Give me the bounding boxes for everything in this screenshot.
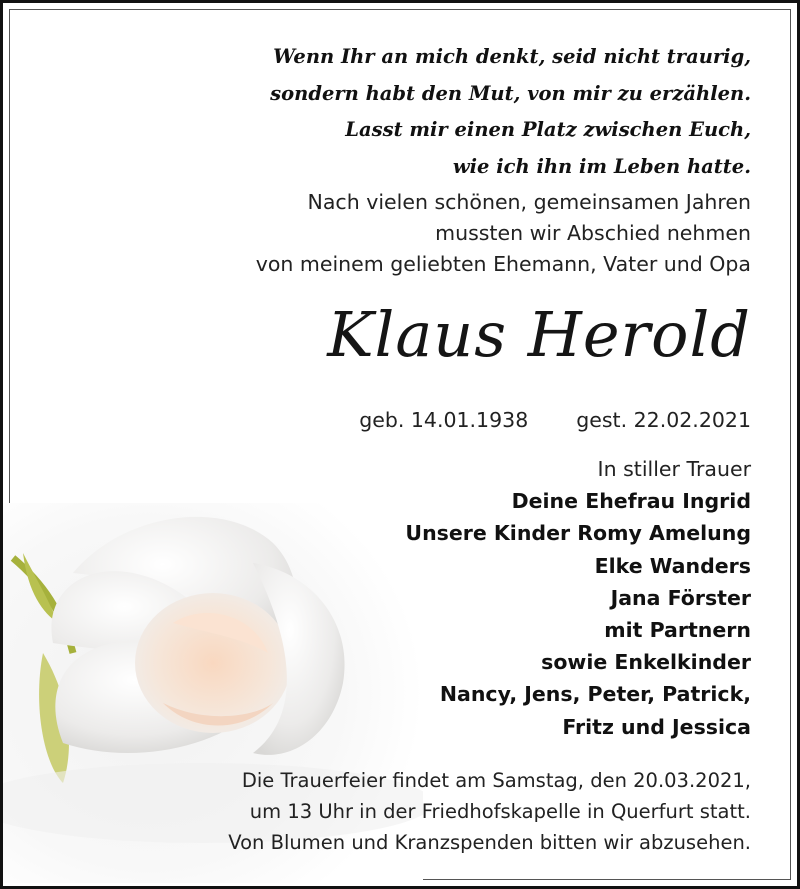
poem-block (270, 39, 751, 185)
mourner-line: Jana Förster (610, 585, 751, 610)
mourners-lead: In stiller Trauer (597, 457, 751, 481)
intro-line: von meinem geliebten Ehemann, Vater und Opa (255, 252, 751, 276)
ceremony-info (228, 765, 751, 858)
mourner-line: Unsere Kinder Romy Amelung (405, 521, 751, 546)
mourners-block (405, 453, 751, 743)
mourner-line: Elke Wanders (594, 553, 751, 578)
intro-line: Nach vielen schönen, gemeinsamen Jahren (307, 190, 751, 214)
mourner-line: Nancy, Jens, Peter, Patrick, (439, 682, 751, 707)
mourner-line: Fritz und Jessica (562, 714, 751, 739)
ceremony-line: um 13 Uhr in der Friedhofskapelle in Querfurt statt. (249, 800, 751, 823)
poem-line: sondern habt den Mut, von mir zu erzählen. (270, 81, 751, 105)
mourner-line: Deine Ehefrau Ingrid (511, 489, 751, 514)
ceremony-line: Von Blumen und Kranzspenden bitten wir abzusehen. (228, 831, 751, 854)
deceased-name: Klaus Herold (327, 298, 751, 371)
intro-block (256, 187, 751, 280)
life-dates (359, 405, 751, 435)
death-date: gest. 22.02.2021 (576, 408, 751, 432)
mourner-line: sowie Enkelkinder (541, 650, 751, 675)
ceremony-line: Die Trauerfeier findet am Samstag, den 20.03.2021, (241, 769, 751, 792)
birth-date: geb. 14.01.1938 (359, 408, 529, 432)
poem-line: wie ich ihn im Leben hatte. (452, 154, 751, 178)
intro-line: mussten wir Abschied nehmen (435, 221, 751, 245)
poem-line: Lasst mir einen Platz zwischen Euch, (345, 118, 751, 141)
mourner-line: mit Partnern (604, 618, 751, 643)
poem-line: Wenn Ihr an mich denkt, seid nicht traurig, (273, 45, 751, 68)
